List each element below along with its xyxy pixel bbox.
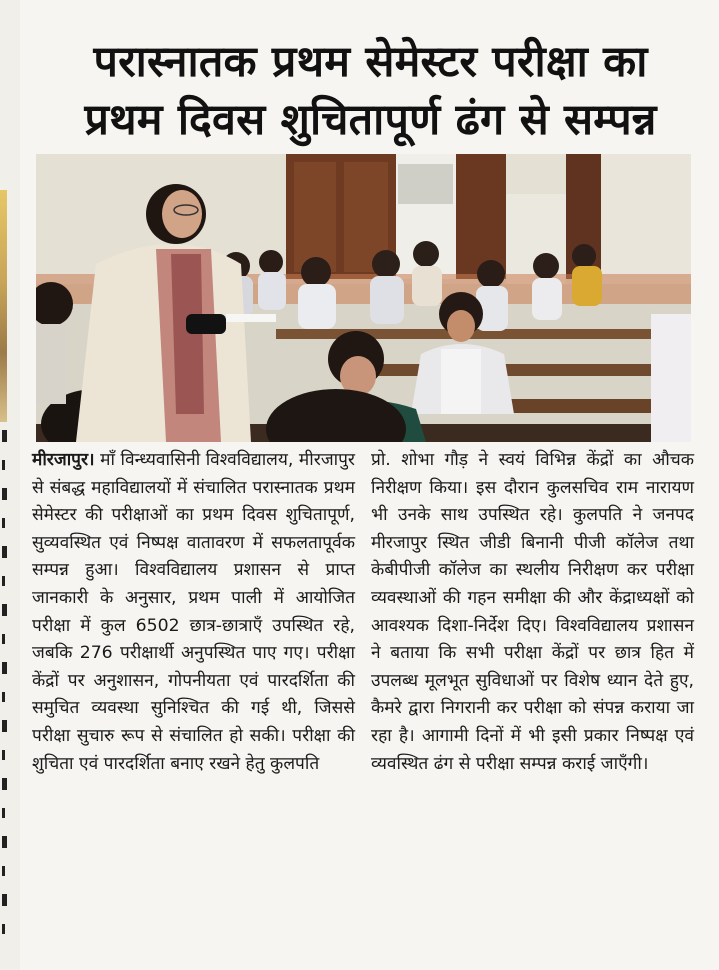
article-column-1-text: माँ विन्ध्यवासिनी विश्वविद्यालय, मीरजापुर से संबद्ध महाविद्यालयों में संचालित परास्नातक प्रथम सेमेस्टर की परीक्षाओं का प्रथम दिवस शुचितापूर्ण, सुव्यवस्थित एवं निष्पक्ष वातावरण में सफलतापूर्वक सम्पन्न हुआ। विश्वविद्यालय प्रशासन से प्राप्त जानकारी के अनुसार, प्रथम पाली में आयोजित परीक्षा में कुल 6502 छात्र-छात्राएँ उपस्थित रहे, जबकि 276 परीक्षार्थी अनुपस्थित पाए गए। परीक्षा केंद्रों पर अनुशासन, गोपनीयता एवं पारदर्शिता की समुचित व्यवस्था सुनिश्चित की गई थी, जिससे परीक्षा सुचारु रूप से संचालित हो सकी। परीक्षा की शुचिता एवं पारदर्शिता बनाए रखने हेतु कुलपति xyxy=(32,450,355,774)
article-column-2-text: प्रो. शोभा गौड़ ने स्वयं विभिन्न केंद्रों का औचक निरीक्षण किया। इस दौरान कुलसचिव राम नारायण भी उनके साथ उपस्थित रहे। कुलपति ने जनपद मीरजापुर स्थित जीडी बिनानी पीजी कॉलेज तथा केबीपीजी कॉलेज का स्थलीय निरीक्षण कर परीक्षा व्यवस्थाओं की गहन समीक्षा की और केंद्राध्यक्षों को आवश्यक दिशा-निर्देश दिए। विश्वविद्यालय प्रशासन ने बताया कि सभी परीक्षा केंद्रों पर छात्र हित में उपलब्ध मूलभूत सुविधाओं पर विशेष ध्यान देते हुए, कैमरे द्वारा निगरानी कर परीक्षा को संपन्न कराया जा रहा है। आगामी दिनों में भी इसी प्रकार निष्पक्ष एवं व्यवस्थित ढंग से परीक्षा सम्पन्न कराई जाएँगी। xyxy=(371,450,694,774)
headline xyxy=(28,33,713,149)
article-dateline: मीरजापुर। xyxy=(32,450,95,470)
exam-hall-photo xyxy=(36,154,691,442)
article-column-2 xyxy=(371,447,694,962)
headline-line-1: परास्नातक प्रथम सेमेस्टर परीक्षा का xyxy=(93,36,648,87)
article-column-1 xyxy=(32,447,355,962)
headline-line-2: प्रथम दिवस शुचितापूर्ण ढंग से सम्पन्न xyxy=(84,94,657,145)
adjacent-text-fragments xyxy=(2,430,14,934)
article-body xyxy=(32,447,717,962)
adjacent-photo-edge xyxy=(0,190,7,422)
adjacent-column-edge xyxy=(0,0,20,970)
